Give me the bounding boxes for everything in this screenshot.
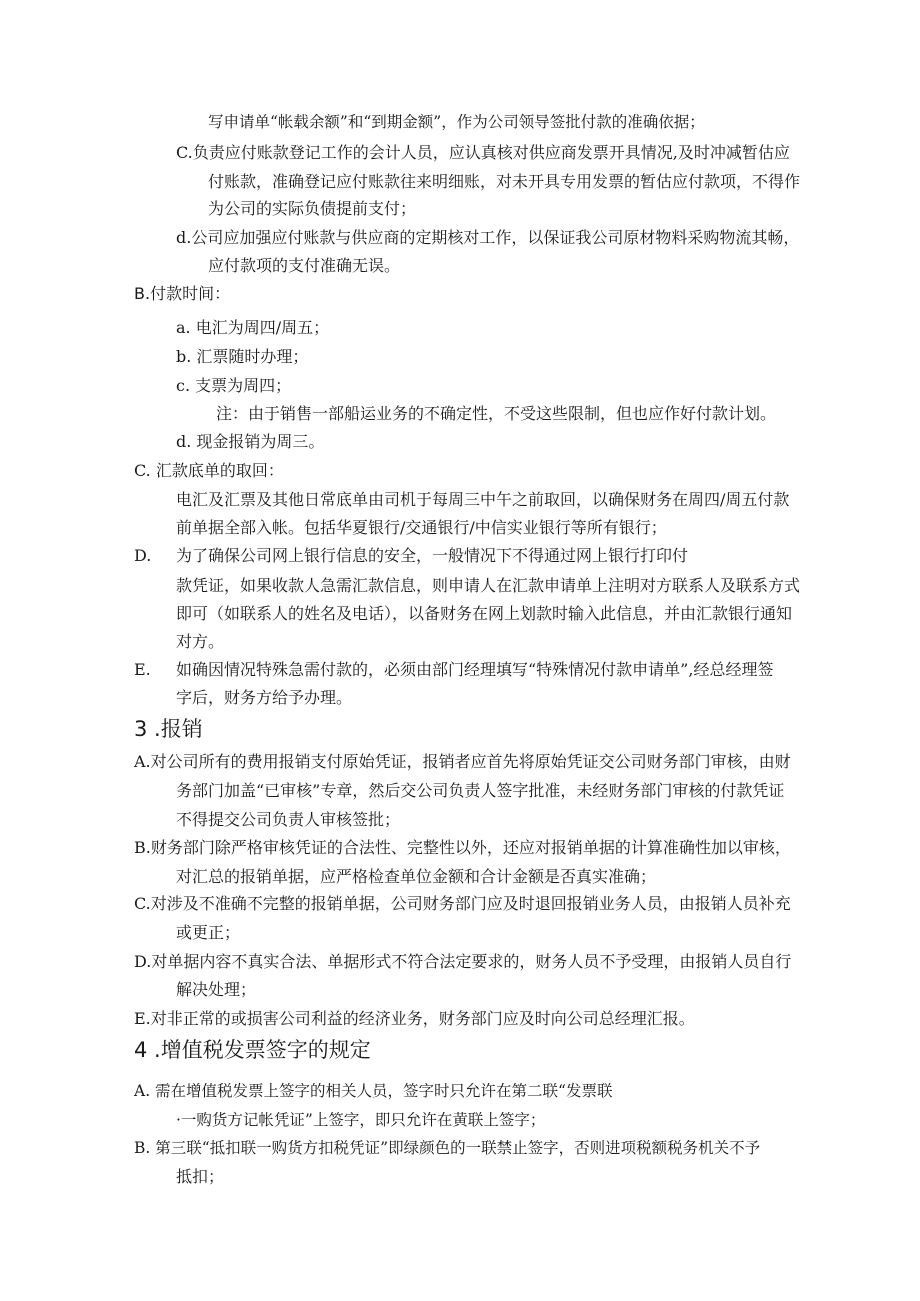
text-line: B.财务部门除严格审核凭证的合法性、完整性以外，还应对报销单据的计算准确性加以审核， <box>134 838 791 857</box>
text-line: 如确因情况特殊急需付款的，必须由部门经理填写“特殊情况付款申请单”,经总经理签 <box>176 660 774 679</box>
item-marker-d: D. <box>134 546 152 565</box>
text-line: 务部门加盖“已审核”专章，然后交公司负责人签字批准，未经财务部门审核的付款凭证 <box>176 781 785 800</box>
text-line: 电汇及汇票及其他日常底单由司机于每周三中午之前取回，以确保财务在周四/周五付款 <box>176 490 790 509</box>
text-line: d.公司应加强应付账款与供应商的定期核对工作，以保证我公司原材物料采购物流其畅， <box>176 228 800 247</box>
text-line: D.对单据内容不真实合法、单据形式不符合法定要求的，财务人员不予受理，由报销人员自行 <box>134 952 792 971</box>
text-line: 写申请单“帐载余额”和“到期金额”，作为公司领导签批付款的准确依据； <box>208 113 705 131</box>
text-line: 对方。 <box>176 632 225 651</box>
section-heading-c: C. 汇款底单的取回： <box>134 461 284 480</box>
section-heading-b: B.付款时间： <box>134 284 231 303</box>
text-line: 为公司的实际负债提前支付； <box>208 199 417 218</box>
list-item: d. 现金报销为周三。 <box>176 432 325 451</box>
text-line: A. 需在增值税发票上签字的相关人员，签字时只允许在第二联“发票联 <box>134 1082 613 1100</box>
section-title-4: 4 .增值税发票签字的规定 <box>134 1038 371 1062</box>
text-line: 付账款，准确登记应付账款往来明细账，对未开具专用发票的暂估应付款项，不得作 <box>208 172 801 191</box>
text-line: 不得提交公司负责人审核签批； <box>176 810 401 829</box>
text-line: 即可（如联系人的姓名及电话），以备财务在网上划款时输入此信息，并由汇款银行通知 <box>176 604 793 623</box>
list-item: b. 汇票随时办理； <box>176 347 309 366</box>
text-line: 前单据全部入帐。包括华夏银行/交通银行/中信实业银行等所有银行； <box>176 518 667 537</box>
text-line: 为了确保公司网上银行信息的安全，一般情况下不得通过网上银行打印付 <box>176 546 689 565</box>
text-line: 抵扣； <box>176 1167 225 1186</box>
section-title-3: 3 .报销 <box>134 717 203 741</box>
text-line: 款凭证，如果收款人急需汇款信息，则申请人在汇款申请单上注明对方联系人及联系方式 <box>176 576 801 595</box>
text-line: 对汇总的报销单据，应严格检查单位金额和合计金额是否真实准确； <box>176 867 657 886</box>
note-text: 注：由于销售一部船运业务的不确定性，不受这些限制，但也应作好付款计划。 <box>216 404 777 423</box>
list-item: c. 支票为周四； <box>176 376 292 395</box>
text-line: B. 第三联“抵扣联一购货方扣税凭证”即绿颜色的一联禁止签字，否则进项税额税务机关不予 <box>134 1139 761 1157</box>
text-line: 应付款项的支付准确无误。 <box>208 256 401 275</box>
text-line: 解决处理； <box>176 980 257 999</box>
text-line: ·一购货方记帐凭证”上签字，即只允许在黄联上签字； <box>176 1111 546 1129</box>
text-line: 或更正； <box>176 923 241 942</box>
text-line: A.对公司所有的费用报销支付原始凭证，报销者应首先将原始凭证交公司财务部门审核，由财 <box>134 752 791 771</box>
list-item: a. 电汇为周四/周五； <box>176 318 330 337</box>
text-line: E.对非正常的或损害公司利益的经济业务，财务部门应及时向公司总经理汇报。 <box>134 1009 695 1028</box>
text-line: C.负责应付账款登记工作的会计人员，应认真核对供应商发票开具情况,及时冲减暂估应 <box>176 143 790 162</box>
text-line: 字后，财务方给予办理。 <box>176 688 353 707</box>
text-line: C.对涉及不准确不完整的报销单据，公司财务部门应及时退回报销业务人员，由报销人员补充 <box>134 894 791 913</box>
item-marker-e: E. <box>134 660 151 679</box>
